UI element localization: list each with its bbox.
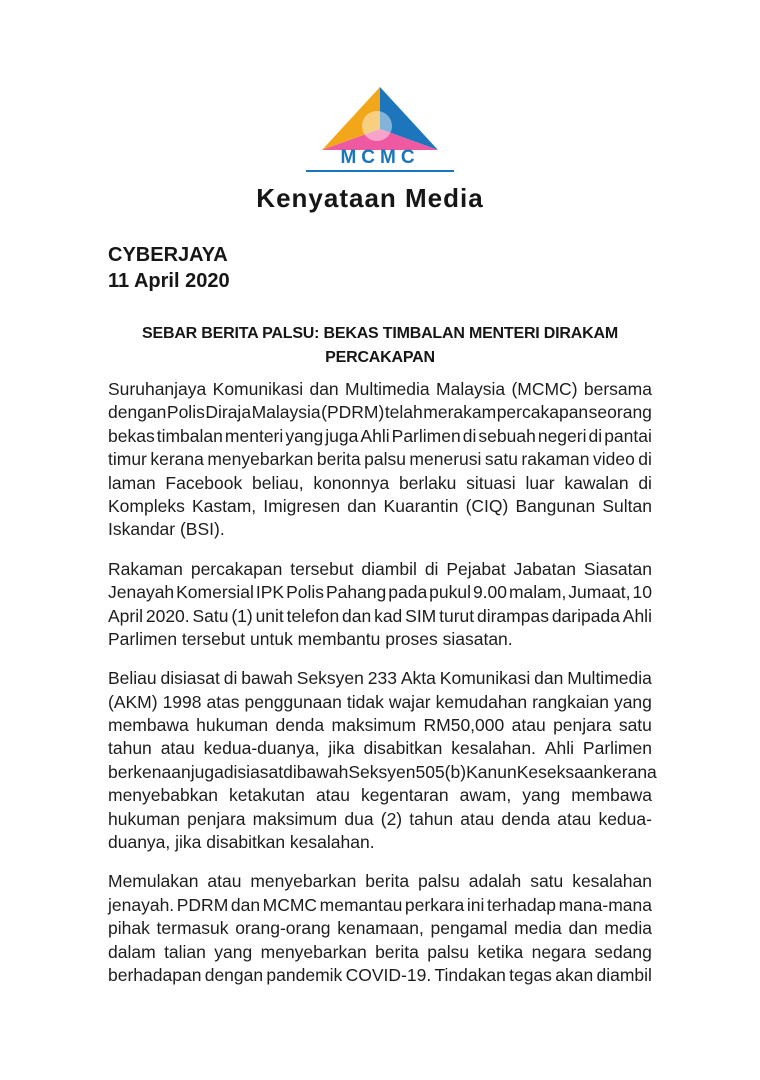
paragraph [108,558,652,652]
text-line: membawa hukuman denda maksimum RM50,000 atau penjara satu [108,715,652,736]
logo-circle-overlay [362,111,392,141]
text-line: dalam talian yang menyebarkan berita palsu ketika negara sedang [108,941,652,962]
text-line: hukuman penjara maksimum dua (2) tahun atau denda atau kedua- [108,808,652,829]
text-line: Suruhanjaya Komunikasi dan Multimedia Malaysia (MCMC) bersama [108,379,652,399]
text-line: Rakaman percakapan tersebut diambil di Pejabat Jabatan Siasatan [108,558,652,579]
text-line: jenayah. PDRM dan MCMC memantau perkara ini terhadap mana-mana [108,894,652,915]
text-line: (AKM) 1998 atas penggunaan tidak wajar kemudahan rangkaian yang [108,691,652,712]
mcmc-triangle-icon [314,86,446,152]
dateline-date: 11 April 2020 [108,270,230,292]
text-line: berkenaan juga disiasat di bawah Seksyen 505(b) Kanun Keseksaan kerana [108,761,657,782]
text-line: berhadapan dengan pandemik COVID-19. Tindakan tegas akan diambil [108,964,652,985]
paragraph [108,667,657,854]
headline-line: PERCAKAPAN [325,349,435,366]
mcmc-logo-underline [306,170,454,172]
paragraph [108,378,652,542]
headline-line: SEBAR BERITA PALSU: BEKAS TIMBALAN MENTERI DIRAKAM [142,325,618,342]
dateline-city: CYBERJAYA [108,244,228,266]
dateline [108,242,230,294]
text-line: bekas timbalan menteri yang juga Ahli Parlimen di sebuah negeri di pantai [108,425,652,446]
text-line: April 2020. Satu (1) unit telefon dan kad SIM turut dirampas daripada Ahli [108,605,652,626]
text-line: menyebabkan ketakutan atau kegentaran awam, yang membawa [108,785,652,806]
text-line: Parlimen tersebut untuk membantu proses siasatan. [108,628,513,649]
text-line: Beliau disiasat di bawah Seksyen 233 Akta Komunikasi dan Multimedia [108,668,652,689]
text-line: pihak termasuk orang-orang kenamaan, pengamal media dan media [108,918,652,939]
body-text [108,378,657,1003]
document-title: Kenyataan Media [256,183,484,213]
paragraph [108,870,652,987]
text-line: Iskandar (BSI). [108,519,225,540]
text-line: Kompleks Kastam, Imigresen dan Kuarantin (CIQ) Bangunan Sultan [108,495,652,516]
mcmc-logo-text: MCMC [340,147,420,168]
text-line: timur kerana menyebarkan berita palsu menerusi satu rakaman video di [108,449,652,470]
headline [0,322,760,370]
mcmc-logo [0,86,760,172]
text-line: laman Facebook beliau, kononnya berlaku situasi luar kawalan di [108,472,652,493]
text-line: tahun atau kedua-duanya, jika disabitkan kesalahan. Ahli Parlimen [108,738,652,759]
text-line: dengan Polis Diraja Malaysia (PDRM) telah merakam percakapan seorang [108,402,652,423]
text-line: Memulakan atau menyebarkan berita palsu adalah satu kesalahan [108,871,652,892]
text-line: Jenayah Komersial IPK Polis Pahang pada pukul 9.00 malam, Jumaat, 10 [108,582,652,603]
text-line: duanya, jika disabitkan kesalahan. [108,832,375,853]
